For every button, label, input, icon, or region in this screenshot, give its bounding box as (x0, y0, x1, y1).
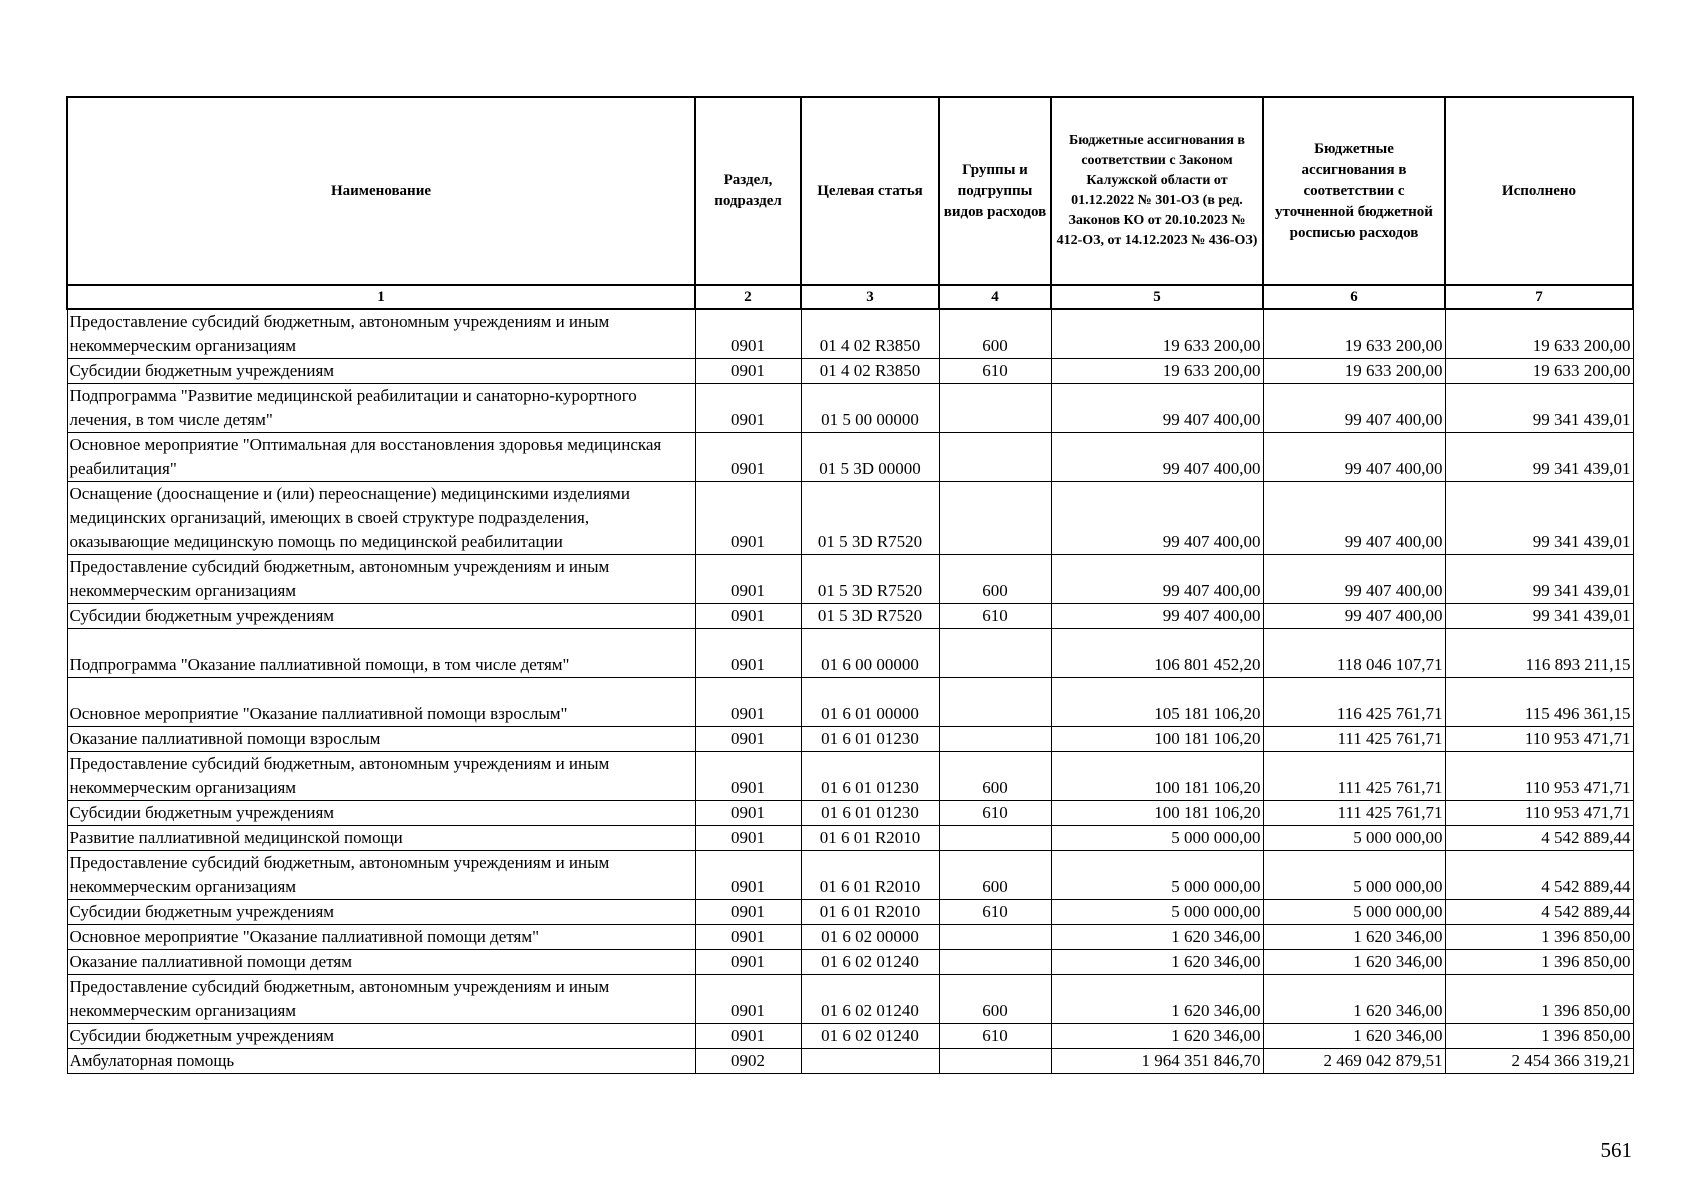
cell-law-amount: 99 407 400,00 (1051, 604, 1263, 629)
cell-section: 0901 (695, 384, 801, 433)
column-number: 7 (1445, 285, 1633, 309)
cell-name: Субсидии бюджетным учреждениям (67, 900, 695, 925)
cell-law-amount: 19 633 200,00 (1051, 309, 1263, 359)
cell-refined-amount: 99 407 400,00 (1263, 482, 1445, 555)
table-row (67, 433, 1633, 482)
cell-section: 0902 (695, 1049, 801, 1074)
cell-name: Предоставление субсидий бюджетным, автономным учреждениям и иным некоммерческим организациям (67, 851, 695, 900)
cell-target-article: 01 6 01 01230 (801, 801, 939, 826)
cell-name: Предоставление субсидий бюджетным, автономным учреждениям и иным некоммерческим организациям (67, 975, 695, 1024)
cell-target-article: 01 6 02 01240 (801, 1024, 939, 1049)
table-row (67, 851, 1633, 900)
cell-law-amount: 19 633 200,00 (1051, 359, 1263, 384)
cell-section: 0901 (695, 950, 801, 975)
cell-name: Оказание паллиативной помощи детям (67, 950, 695, 975)
table-body (67, 309, 1633, 1074)
table-row (67, 678, 1633, 727)
table-row (67, 604, 1633, 629)
cell-expense-group (939, 629, 1051, 678)
table-row (67, 826, 1633, 851)
cell-name: Предоставление субсидий бюджетным, автономным учреждениям и иным некоммерческим организациям (67, 555, 695, 604)
page-number: 561 (1600, 1138, 1632, 1162)
cell-expense-group (939, 925, 1051, 950)
cell-target-article: 01 5 3D 00000 (801, 433, 939, 482)
cell-expense-group (939, 384, 1051, 433)
table-row (67, 801, 1633, 826)
cell-executed-amount: 116 893 211,15 (1445, 629, 1633, 678)
cell-target-article: 01 4 02 R3850 (801, 359, 939, 384)
cell-refined-amount: 111 425 761,71 (1263, 727, 1445, 752)
column-number: 6 (1263, 285, 1445, 309)
header-expense-groups: Группы и подгруппы видов расходов (939, 97, 1051, 285)
cell-section: 0901 (695, 433, 801, 482)
table-row (67, 1049, 1633, 1074)
cell-executed-amount: 110 953 471,71 (1445, 727, 1633, 752)
cell-expense-group: 600 (939, 555, 1051, 604)
cell-name: Оснащение (дооснащение и (или) переоснащение) медицинскими изделиями медицинских организаций, имеющих в своей структуре подразделения, оказывающие медицинскую помощь по медицинской реабилитации (67, 482, 695, 555)
cell-executed-amount: 1 396 850,00 (1445, 975, 1633, 1024)
cell-name: Подпрограмма "Оказание паллиативной помощи, в том числе детям" (67, 629, 695, 678)
cell-name: Основное мероприятие "Оказание паллиативной помощи детям" (67, 925, 695, 950)
cell-executed-amount: 110 953 471,71 (1445, 801, 1633, 826)
cell-section: 0901 (695, 900, 801, 925)
cell-expense-group: 600 (939, 975, 1051, 1024)
cell-executed-amount: 99 341 439,01 (1445, 482, 1633, 555)
cell-law-amount: 99 407 400,00 (1051, 482, 1263, 555)
cell-target-article: 01 5 3D R7520 (801, 604, 939, 629)
cell-refined-amount: 99 407 400,00 (1263, 604, 1445, 629)
cell-name: Предоставление субсидий бюджетным, автономным учреждениям и иным некоммерческим организациям (67, 752, 695, 801)
cell-section: 0901 (695, 359, 801, 384)
table-row (67, 629, 1633, 678)
cell-expense-group (939, 433, 1051, 482)
cell-target-article: 01 6 01 01230 (801, 727, 939, 752)
cell-refined-amount: 99 407 400,00 (1263, 433, 1445, 482)
cell-section: 0901 (695, 678, 801, 727)
table-row (67, 309, 1633, 359)
cell-executed-amount: 4 542 889,44 (1445, 900, 1633, 925)
cell-name: Основное мероприятие "Оказание паллиативной помощи взрослым" (67, 678, 695, 727)
cell-target-article: 01 5 3D R7520 (801, 482, 939, 555)
cell-expense-group: 600 (939, 309, 1051, 359)
cell-executed-amount: 99 341 439,01 (1445, 555, 1633, 604)
cell-target-article: 01 6 00 00000 (801, 629, 939, 678)
table-row (67, 752, 1633, 801)
cell-section: 0901 (695, 752, 801, 801)
cell-target-article: 01 6 02 01240 (801, 950, 939, 975)
cell-target-article: 01 6 01 00000 (801, 678, 939, 727)
cell-executed-amount: 1 396 850,00 (1445, 950, 1633, 975)
cell-expense-group (939, 950, 1051, 975)
cell-law-amount: 100 181 106,20 (1051, 727, 1263, 752)
cell-executed-amount: 4 542 889,44 (1445, 826, 1633, 851)
table-row (67, 950, 1633, 975)
cell-section: 0901 (695, 604, 801, 629)
cell-refined-amount: 1 620 346,00 (1263, 950, 1445, 975)
cell-law-amount: 1 964 351 846,70 (1051, 1049, 1263, 1074)
cell-section: 0901 (695, 851, 801, 900)
cell-expense-group: 610 (939, 604, 1051, 629)
cell-law-amount: 1 620 346,00 (1051, 975, 1263, 1024)
cell-executed-amount: 1 396 850,00 (1445, 925, 1633, 950)
cell-law-amount: 1 620 346,00 (1051, 925, 1263, 950)
cell-refined-amount: 5 000 000,00 (1263, 900, 1445, 925)
cell-name: Субсидии бюджетным учреждениям (67, 604, 695, 629)
cell-target-article: 01 6 02 01240 (801, 975, 939, 1024)
cell-law-amount: 5 000 000,00 (1051, 826, 1263, 851)
cell-target-article: 01 6 02 00000 (801, 925, 939, 950)
cell-refined-amount: 19 633 200,00 (1263, 309, 1445, 359)
header-row (67, 97, 1633, 285)
cell-refined-amount: 1 620 346,00 (1263, 925, 1445, 950)
table-row (67, 975, 1633, 1024)
table-row (67, 384, 1633, 433)
cell-section: 0901 (695, 309, 801, 359)
cell-executed-amount: 4 542 889,44 (1445, 851, 1633, 900)
cell-name: Амбулаторная помощь (67, 1049, 695, 1074)
cell-section: 0901 (695, 826, 801, 851)
cell-section: 0901 (695, 1024, 801, 1049)
cell-law-amount: 100 181 106,20 (1051, 801, 1263, 826)
cell-name: Субсидии бюджетным учреждениям (67, 359, 695, 384)
cell-executed-amount: 1 396 850,00 (1445, 1024, 1633, 1049)
cell-refined-amount: 1 620 346,00 (1263, 975, 1445, 1024)
column-number: 5 (1051, 285, 1263, 309)
cell-executed-amount: 19 633 200,00 (1445, 309, 1633, 359)
cell-section: 0901 (695, 482, 801, 555)
cell-name: Субсидии бюджетным учреждениям (67, 801, 695, 826)
column-number: 4 (939, 285, 1051, 309)
cell-executed-amount: 19 633 200,00 (1445, 359, 1633, 384)
cell-law-amount: 105 181 106,20 (1051, 678, 1263, 727)
cell-target-article: 01 5 3D R7520 (801, 555, 939, 604)
cell-refined-amount: 5 000 000,00 (1263, 826, 1445, 851)
cell-law-amount: 99 407 400,00 (1051, 384, 1263, 433)
cell-refined-amount: 99 407 400,00 (1263, 555, 1445, 604)
cell-name: Субсидии бюджетным учреждениям (67, 1024, 695, 1049)
cell-expense-group (939, 826, 1051, 851)
cell-refined-amount: 2 469 042 879,51 (1263, 1049, 1445, 1074)
table-row (67, 555, 1633, 604)
column-number: 3 (801, 285, 939, 309)
column-number: 2 (695, 285, 801, 309)
table-row (67, 727, 1633, 752)
cell-target-article: 01 6 01 R2010 (801, 900, 939, 925)
cell-law-amount: 100 181 106,20 (1051, 752, 1263, 801)
cell-executed-amount: 99 341 439,01 (1445, 384, 1633, 433)
header-section: Раздел, подраздел (695, 97, 801, 285)
cell-expense-group (939, 678, 1051, 727)
cell-executed-amount: 99 341 439,01 (1445, 604, 1633, 629)
cell-section: 0901 (695, 555, 801, 604)
cell-section: 0901 (695, 925, 801, 950)
table-header (67, 97, 1633, 309)
cell-name: Предоставление субсидий бюджетным, автономным учреждениям и иным некоммерческим организациям (67, 309, 695, 359)
cell-law-amount: 106 801 452,20 (1051, 629, 1263, 678)
cell-law-amount: 99 407 400,00 (1051, 433, 1263, 482)
cell-expense-group: 610 (939, 1024, 1051, 1049)
budget-table (66, 96, 1634, 1074)
cell-law-amount: 99 407 400,00 (1051, 555, 1263, 604)
cell-section: 0901 (695, 727, 801, 752)
cell-section: 0901 (695, 801, 801, 826)
table-row (67, 925, 1633, 950)
cell-refined-amount: 19 633 200,00 (1263, 359, 1445, 384)
cell-section: 0901 (695, 629, 801, 678)
table-row (67, 482, 1633, 555)
column-number-row (67, 285, 1633, 309)
cell-expense-group: 600 (939, 752, 1051, 801)
cell-expense-group: 610 (939, 801, 1051, 826)
cell-name: Подпрограмма "Развитие медицинской реабилитации и санаторно-курортного лечения, в том числе детям" (67, 384, 695, 433)
cell-law-amount: 5 000 000,00 (1051, 851, 1263, 900)
cell-expense-group: 610 (939, 359, 1051, 384)
cell-refined-amount: 118 046 107,71 (1263, 629, 1445, 678)
cell-executed-amount: 2 454 366 319,21 (1445, 1049, 1633, 1074)
cell-name: Развитие паллиативной медицинской помощи (67, 826, 695, 851)
cell-refined-amount: 116 425 761,71 (1263, 678, 1445, 727)
cell-target-article: 01 6 01 01230 (801, 752, 939, 801)
header-name: Наименование (67, 97, 695, 285)
cell-target-article: 01 4 02 R3850 (801, 309, 939, 359)
cell-law-amount: 5 000 000,00 (1051, 900, 1263, 925)
table-row (67, 900, 1633, 925)
cell-expense-group (939, 727, 1051, 752)
cell-expense-group: 600 (939, 851, 1051, 900)
header-refined-allocations: Бюджетные ассигнования в соответствии с уточненной бюджетной росписью расходов (1263, 97, 1445, 285)
cell-target-article: 01 5 00 00000 (801, 384, 939, 433)
cell-target-article: 01 6 01 R2010 (801, 851, 939, 900)
column-number: 1 (67, 285, 695, 309)
cell-refined-amount: 99 407 400,00 (1263, 384, 1445, 433)
cell-refined-amount: 1 620 346,00 (1263, 1024, 1445, 1049)
cell-target-article (801, 1049, 939, 1074)
cell-section: 0901 (695, 975, 801, 1024)
cell-target-article: 01 6 01 R2010 (801, 826, 939, 851)
header-target-article: Целевая статья (801, 97, 939, 285)
cell-expense-group: 610 (939, 900, 1051, 925)
table-row (67, 1024, 1633, 1049)
table-row (67, 359, 1633, 384)
cell-refined-amount: 5 000 000,00 (1263, 851, 1445, 900)
cell-expense-group (939, 1049, 1051, 1074)
cell-expense-group (939, 482, 1051, 555)
cell-name: Основное мероприятие "Оптимальная для восстановления здоровья медицинская реабилитация" (67, 433, 695, 482)
cell-name: Оказание паллиативной помощи взрослым (67, 727, 695, 752)
cell-executed-amount: 99 341 439,01 (1445, 433, 1633, 482)
cell-law-amount: 1 620 346,00 (1051, 950, 1263, 975)
cell-refined-amount: 111 425 761,71 (1263, 752, 1445, 801)
cell-refined-amount: 111 425 761,71 (1263, 801, 1445, 826)
cell-executed-amount: 110 953 471,71 (1445, 752, 1633, 801)
cell-law-amount: 1 620 346,00 (1051, 1024, 1263, 1049)
header-law-allocations: Бюджетные ассигнования в соответствии с Законом Калужской области от 01.12.2022 № 301-ОЗ (в ред. Законов КО от 20.10.2023 № 412-ОЗ, от 14.12.2023 № 436-ОЗ) (1051, 97, 1263, 285)
header-executed: Исполнено (1445, 97, 1633, 285)
cell-executed-amount: 115 496 361,15 (1445, 678, 1633, 727)
